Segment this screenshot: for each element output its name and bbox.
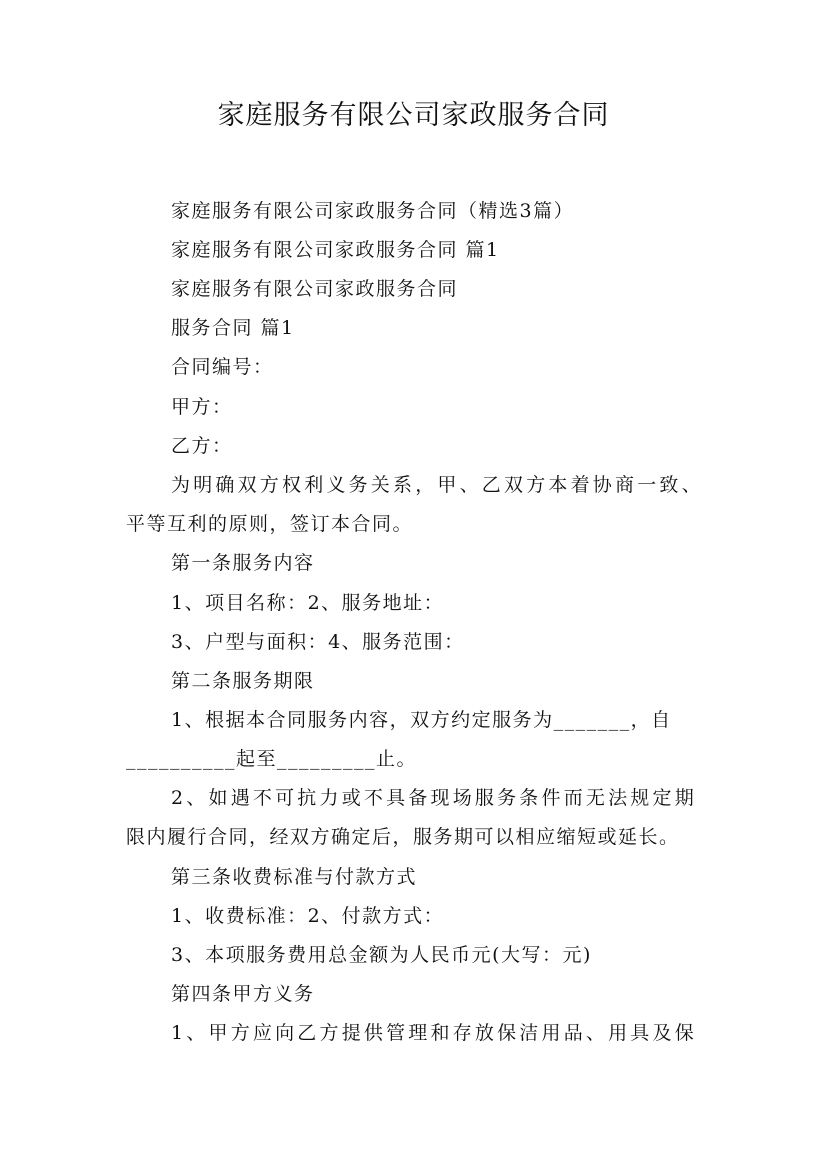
party-b-label: 乙方： xyxy=(171,435,233,457)
section-heading: 家庭服务有限公司家政服务合同 篇1 xyxy=(171,239,500,261)
clause-heading: 第二条服务期限 xyxy=(171,670,315,692)
clause-item: 1、根据本合同服务内容，双方约定服务为_______，自 xyxy=(171,709,672,731)
clause-item: 1、收费标准：2、付款方式： xyxy=(171,905,445,927)
paragraph-line: 为明确双方权利义务关系，甲、乙双方本着协商一致、 xyxy=(171,474,704,496)
contract-number-label: 合同编号： xyxy=(171,356,274,378)
section-heading: 服务合同 篇1 xyxy=(171,317,295,339)
clause-heading: 第四条甲方义务 xyxy=(171,983,315,1005)
clause-item: 2、如遇不可抗力或不具备现场服务条件而无法规定期 xyxy=(171,787,697,809)
document-title: 家庭服务有限公司家政服务合同 xyxy=(217,100,610,131)
clause-item: 1、甲方应向乙方提供管理和存放保洁用品、用具及保 xyxy=(171,1022,697,1044)
party-a-label: 甲方： xyxy=(171,396,233,418)
subtitle-line: 家庭服务有限公司家政服务合同（精选3篇） xyxy=(171,200,575,222)
section-heading: 家庭服务有限公司家政服务合同 xyxy=(171,278,459,300)
clause-item-continued: 限内履行合同，经双方确定后，服务期可以相应缩短或延长。 xyxy=(126,826,680,848)
paragraph-line: 平等互利的原则，签订本合同。 xyxy=(126,513,414,535)
clause-heading: 第三条收费标准与付款方式 xyxy=(171,866,418,888)
clause-item: 3、本项服务费用总金额为人民币元(大写：元) xyxy=(171,944,592,966)
clause-item: 1、项目名称：2、服务地址： xyxy=(171,592,445,614)
clause-item: 3、户型与面积：4、服务范围： xyxy=(171,631,465,653)
clause-item-continued: __________起至_________止。 xyxy=(126,748,418,770)
clause-heading: 第一条服务内容 xyxy=(171,552,315,574)
